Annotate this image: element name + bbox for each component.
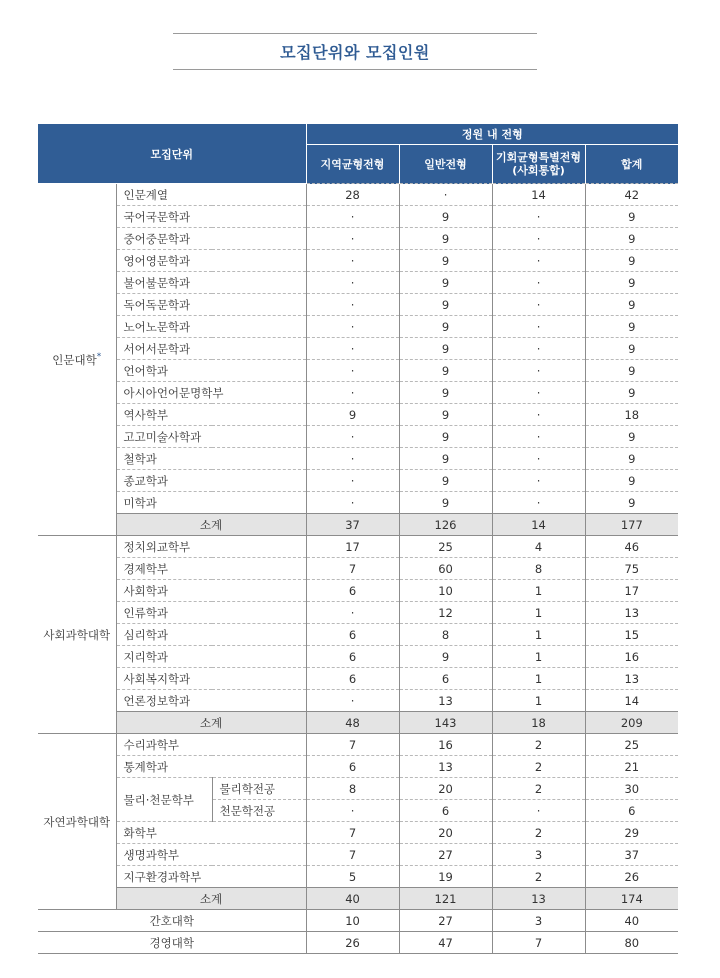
value-total: 37: [585, 844, 678, 866]
value-regional: 9: [306, 404, 399, 426]
value-opportunity: ·: [492, 404, 585, 426]
table-row: [38, 624, 678, 646]
value-total: 75: [585, 558, 678, 580]
value-general: 13: [399, 690, 492, 712]
value-total: 9: [585, 382, 678, 404]
value-general: 27: [399, 910, 492, 932]
value-opportunity: ·: [492, 206, 585, 228]
value-regional: ·: [306, 360, 399, 382]
value-general: 9: [399, 492, 492, 514]
table-row: [38, 602, 678, 624]
table-row: [38, 184, 678, 206]
value-total: 42: [585, 184, 678, 206]
table-row: [38, 426, 678, 448]
table-row: [38, 404, 678, 426]
subtotal-label: 소계: [116, 888, 306, 910]
value-general: 25: [399, 536, 492, 558]
subtotal-general: 143: [399, 712, 492, 734]
dept-name: 미학과: [116, 492, 306, 514]
table-row: [38, 272, 678, 294]
subtotal-label: 소계: [116, 514, 306, 536]
dept-name: 서어서문학과: [116, 338, 306, 360]
dept-name: 국어국문학과: [116, 206, 306, 228]
value-opportunity: ·: [492, 492, 585, 514]
value-general: 8: [399, 624, 492, 646]
value-regional: 26: [306, 932, 399, 954]
major-name: 천문학전공: [212, 800, 306, 822]
value-regional: ·: [306, 294, 399, 316]
value-general: 6: [399, 800, 492, 822]
table-row: [38, 448, 678, 470]
value-regional: 5: [306, 866, 399, 888]
value-total: 15: [585, 624, 678, 646]
value-total: 80: [585, 932, 678, 954]
value-total: 9: [585, 492, 678, 514]
table-header: [38, 124, 678, 184]
value-general: 9: [399, 360, 492, 382]
value-total: 9: [585, 250, 678, 272]
table-row: [38, 294, 678, 316]
value-general: 27: [399, 844, 492, 866]
dept-name: 생명과학부: [116, 844, 306, 866]
table-row: [38, 580, 678, 602]
value-total: 9: [585, 448, 678, 470]
admissions-table: [38, 124, 678, 954]
value-regional: ·: [306, 228, 399, 250]
value-regional: ·: [306, 426, 399, 448]
value-regional: ·: [306, 206, 399, 228]
value-regional: ·: [306, 272, 399, 294]
value-total: 14: [585, 690, 678, 712]
dept-name: 지구환경과학부: [116, 866, 306, 888]
value-general: 9: [399, 382, 492, 404]
dept-name: 경제학부: [116, 558, 306, 580]
value-total: 26: [585, 866, 678, 888]
value-opportunity: 2: [492, 756, 585, 778]
value-total: 9: [585, 316, 678, 338]
value-regional: 6: [306, 624, 399, 646]
value-total: 40: [585, 910, 678, 932]
value-opportunity: 2: [492, 734, 585, 756]
value-general: 6: [399, 668, 492, 690]
value-total: 30: [585, 778, 678, 800]
value-regional: 8: [306, 778, 399, 800]
dept-name: 독어독문학과: [116, 294, 306, 316]
subtotal-total: 209: [585, 712, 678, 734]
college-name: 사회과학대학: [43, 627, 111, 642]
table-row: [38, 646, 678, 668]
value-total: 16: [585, 646, 678, 668]
value-general: 10: [399, 580, 492, 602]
college-row: [38, 932, 678, 954]
dept-name: 영어영문학과: [116, 250, 306, 272]
major-name: 물리학전공: [212, 778, 306, 800]
dept-name: 심리학과: [116, 624, 306, 646]
value-regional: 6: [306, 580, 399, 602]
college-name-cell: [38, 536, 116, 734]
table-row: [38, 206, 678, 228]
dept-name: 언어학과: [116, 360, 306, 382]
subtotal-total: 174: [585, 888, 678, 910]
value-opportunity: 1: [492, 580, 585, 602]
value-total: 46: [585, 536, 678, 558]
value-opportunity: 1: [492, 624, 585, 646]
value-regional: ·: [306, 448, 399, 470]
value-regional: 17: [306, 536, 399, 558]
value-opportunity: ·: [492, 382, 585, 404]
value-general: 20: [399, 822, 492, 844]
value-regional: ·: [306, 800, 399, 822]
value-total: 25: [585, 734, 678, 756]
college-name: 경영대학: [38, 932, 306, 954]
value-total: 9: [585, 426, 678, 448]
page-title: 모집단위와 모집인원: [280, 43, 430, 62]
value-total: 18: [585, 404, 678, 426]
value-general: 9: [399, 294, 492, 316]
dept-name: 중어중문학과: [116, 228, 306, 250]
table-row: [38, 822, 678, 844]
value-regional: 6: [306, 756, 399, 778]
table-row: [38, 338, 678, 360]
value-general: 9: [399, 272, 492, 294]
table-row: [38, 492, 678, 514]
dept-name: 사회복지학과: [116, 668, 306, 690]
subtotal-row: [38, 888, 678, 910]
value-total: 9: [585, 228, 678, 250]
college-row: [38, 910, 678, 932]
college-name-cell: [38, 184, 116, 536]
value-total: 21: [585, 756, 678, 778]
header-group: 정원 내 전형: [306, 124, 678, 145]
dept-name: 역사학부: [116, 404, 306, 426]
value-general: 13: [399, 756, 492, 778]
value-opportunity: 4: [492, 536, 585, 558]
value-total: 9: [585, 272, 678, 294]
value-total: 17: [585, 580, 678, 602]
value-general: ·: [399, 184, 492, 206]
subtotal-general: 126: [399, 514, 492, 536]
value-general: 9: [399, 228, 492, 250]
subtotal-general: 121: [399, 888, 492, 910]
dept-name: 수리과학부: [116, 734, 306, 756]
value-regional: 28: [306, 184, 399, 206]
value-total: 6: [585, 800, 678, 822]
value-regional: ·: [306, 250, 399, 272]
dept-name: 철학과: [116, 448, 306, 470]
dept-name: 언론정보학과: [116, 690, 306, 712]
header-opportunity-line1: 기회균형특별전형: [496, 151, 582, 164]
value-general: 9: [399, 646, 492, 668]
subtotal-label: 소계: [116, 712, 306, 734]
value-opportunity: ·: [492, 338, 585, 360]
value-total: 9: [585, 338, 678, 360]
table-row: [38, 228, 678, 250]
value-opportunity: 7: [492, 932, 585, 954]
value-opportunity: 8: [492, 558, 585, 580]
subtotal-opportunity: 18: [492, 712, 585, 734]
subtotal-regional: 40: [306, 888, 399, 910]
dept-name: 노어노문학과: [116, 316, 306, 338]
table-row: [38, 734, 678, 756]
value-opportunity: ·: [492, 470, 585, 492]
value-general: 20: [399, 778, 492, 800]
value-opportunity: ·: [492, 448, 585, 470]
value-general: 9: [399, 316, 492, 338]
value-general: 9: [399, 404, 492, 426]
table-row: [38, 690, 678, 712]
value-regional: 10: [306, 910, 399, 932]
college-name: 자연과학대학: [43, 814, 111, 829]
value-general: 9: [399, 250, 492, 272]
value-opportunity: 2: [492, 822, 585, 844]
dept-name: 종교학과: [116, 470, 306, 492]
table-row: [38, 382, 678, 404]
value-opportunity: 1: [492, 602, 585, 624]
subtotal-regional: 48: [306, 712, 399, 734]
header-unit: 모집단위: [38, 124, 306, 184]
college-name: 인문대학: [52, 352, 97, 367]
value-opportunity: ·: [492, 250, 585, 272]
header-opportunity: [492, 145, 585, 184]
value-total: 9: [585, 470, 678, 492]
value-opportunity: ·: [492, 228, 585, 250]
value-general: 9: [399, 206, 492, 228]
table-row: [38, 778, 678, 800]
value-opportunity: 14: [492, 184, 585, 206]
header-total: 합계: [585, 145, 678, 184]
dept-name: 고고미술사학과: [116, 426, 306, 448]
value-regional: 7: [306, 558, 399, 580]
value-regional: ·: [306, 316, 399, 338]
subtotal-row: [38, 712, 678, 734]
value-regional: 6: [306, 668, 399, 690]
header-general: 일반전형: [399, 145, 492, 184]
value-general: 47: [399, 932, 492, 954]
value-regional: ·: [306, 690, 399, 712]
value-total: 29: [585, 822, 678, 844]
value-total: 13: [585, 602, 678, 624]
dept-name: 화학부: [116, 822, 306, 844]
value-total: 13: [585, 668, 678, 690]
value-opportunity: ·: [492, 426, 585, 448]
title-box: [173, 33, 537, 70]
value-opportunity: ·: [492, 294, 585, 316]
dept-name: 사회학과: [116, 580, 306, 602]
table-row: [38, 316, 678, 338]
value-opportunity: 3: [492, 844, 585, 866]
value-total: 9: [585, 360, 678, 382]
table-row: [38, 668, 678, 690]
dept-name: 아시아언어문명학부: [116, 382, 306, 404]
value-general: 9: [399, 448, 492, 470]
subtotal-opportunity: 14: [492, 514, 585, 536]
value-regional: 7: [306, 734, 399, 756]
value-opportunity: 2: [492, 778, 585, 800]
subtotal-row: [38, 514, 678, 536]
value-general: 12: [399, 602, 492, 624]
value-general: 9: [399, 470, 492, 492]
value-regional: ·: [306, 338, 399, 360]
table-row: [38, 470, 678, 492]
subtotal-regional: 37: [306, 514, 399, 536]
table-body: [38, 184, 678, 954]
value-regional: ·: [306, 470, 399, 492]
header-regional: 지역균형전형: [306, 145, 399, 184]
dept-name: 인류학과: [116, 602, 306, 624]
dept-name: 지리학과: [116, 646, 306, 668]
subtotal-total: 177: [585, 514, 678, 536]
value-total: 9: [585, 206, 678, 228]
value-regional: 7: [306, 844, 399, 866]
value-opportunity: 1: [492, 690, 585, 712]
dept-name: 정치외교학부: [116, 536, 306, 558]
value-regional: ·: [306, 602, 399, 624]
value-opportunity: 1: [492, 646, 585, 668]
asterisk-mark: *: [96, 351, 102, 362]
dept-name: 인문계열: [116, 184, 306, 206]
value-opportunity: 2: [492, 866, 585, 888]
value-general: 60: [399, 558, 492, 580]
table-row: [38, 558, 678, 580]
value-general: 9: [399, 426, 492, 448]
subtotal-opportunity: 13: [492, 888, 585, 910]
college-name-cell: [38, 734, 116, 910]
value-general: 9: [399, 338, 492, 360]
table-row: [38, 250, 678, 272]
value-regional: ·: [306, 382, 399, 404]
table-row: [38, 536, 678, 558]
value-regional: 7: [306, 822, 399, 844]
value-regional: ·: [306, 492, 399, 514]
value-regional: 6: [306, 646, 399, 668]
value-total: 9: [585, 294, 678, 316]
value-opportunity: ·: [492, 360, 585, 382]
value-general: 19: [399, 866, 492, 888]
table-row: [38, 360, 678, 382]
value-opportunity: ·: [492, 272, 585, 294]
dept-name: 불어불문학과: [116, 272, 306, 294]
dept-name: 물리·천문학부: [116, 778, 212, 822]
value-opportunity: 3: [492, 910, 585, 932]
college-name: 간호대학: [38, 910, 306, 932]
value-opportunity: ·: [492, 316, 585, 338]
header-opportunity-line2: (사회통합): [512, 164, 565, 177]
table-row: [38, 844, 678, 866]
value-opportunity: ·: [492, 800, 585, 822]
value-general: 16: [399, 734, 492, 756]
table-row: [38, 866, 678, 888]
table-row: [38, 756, 678, 778]
value-opportunity: 1: [492, 668, 585, 690]
dept-name: 통계학과: [116, 756, 306, 778]
